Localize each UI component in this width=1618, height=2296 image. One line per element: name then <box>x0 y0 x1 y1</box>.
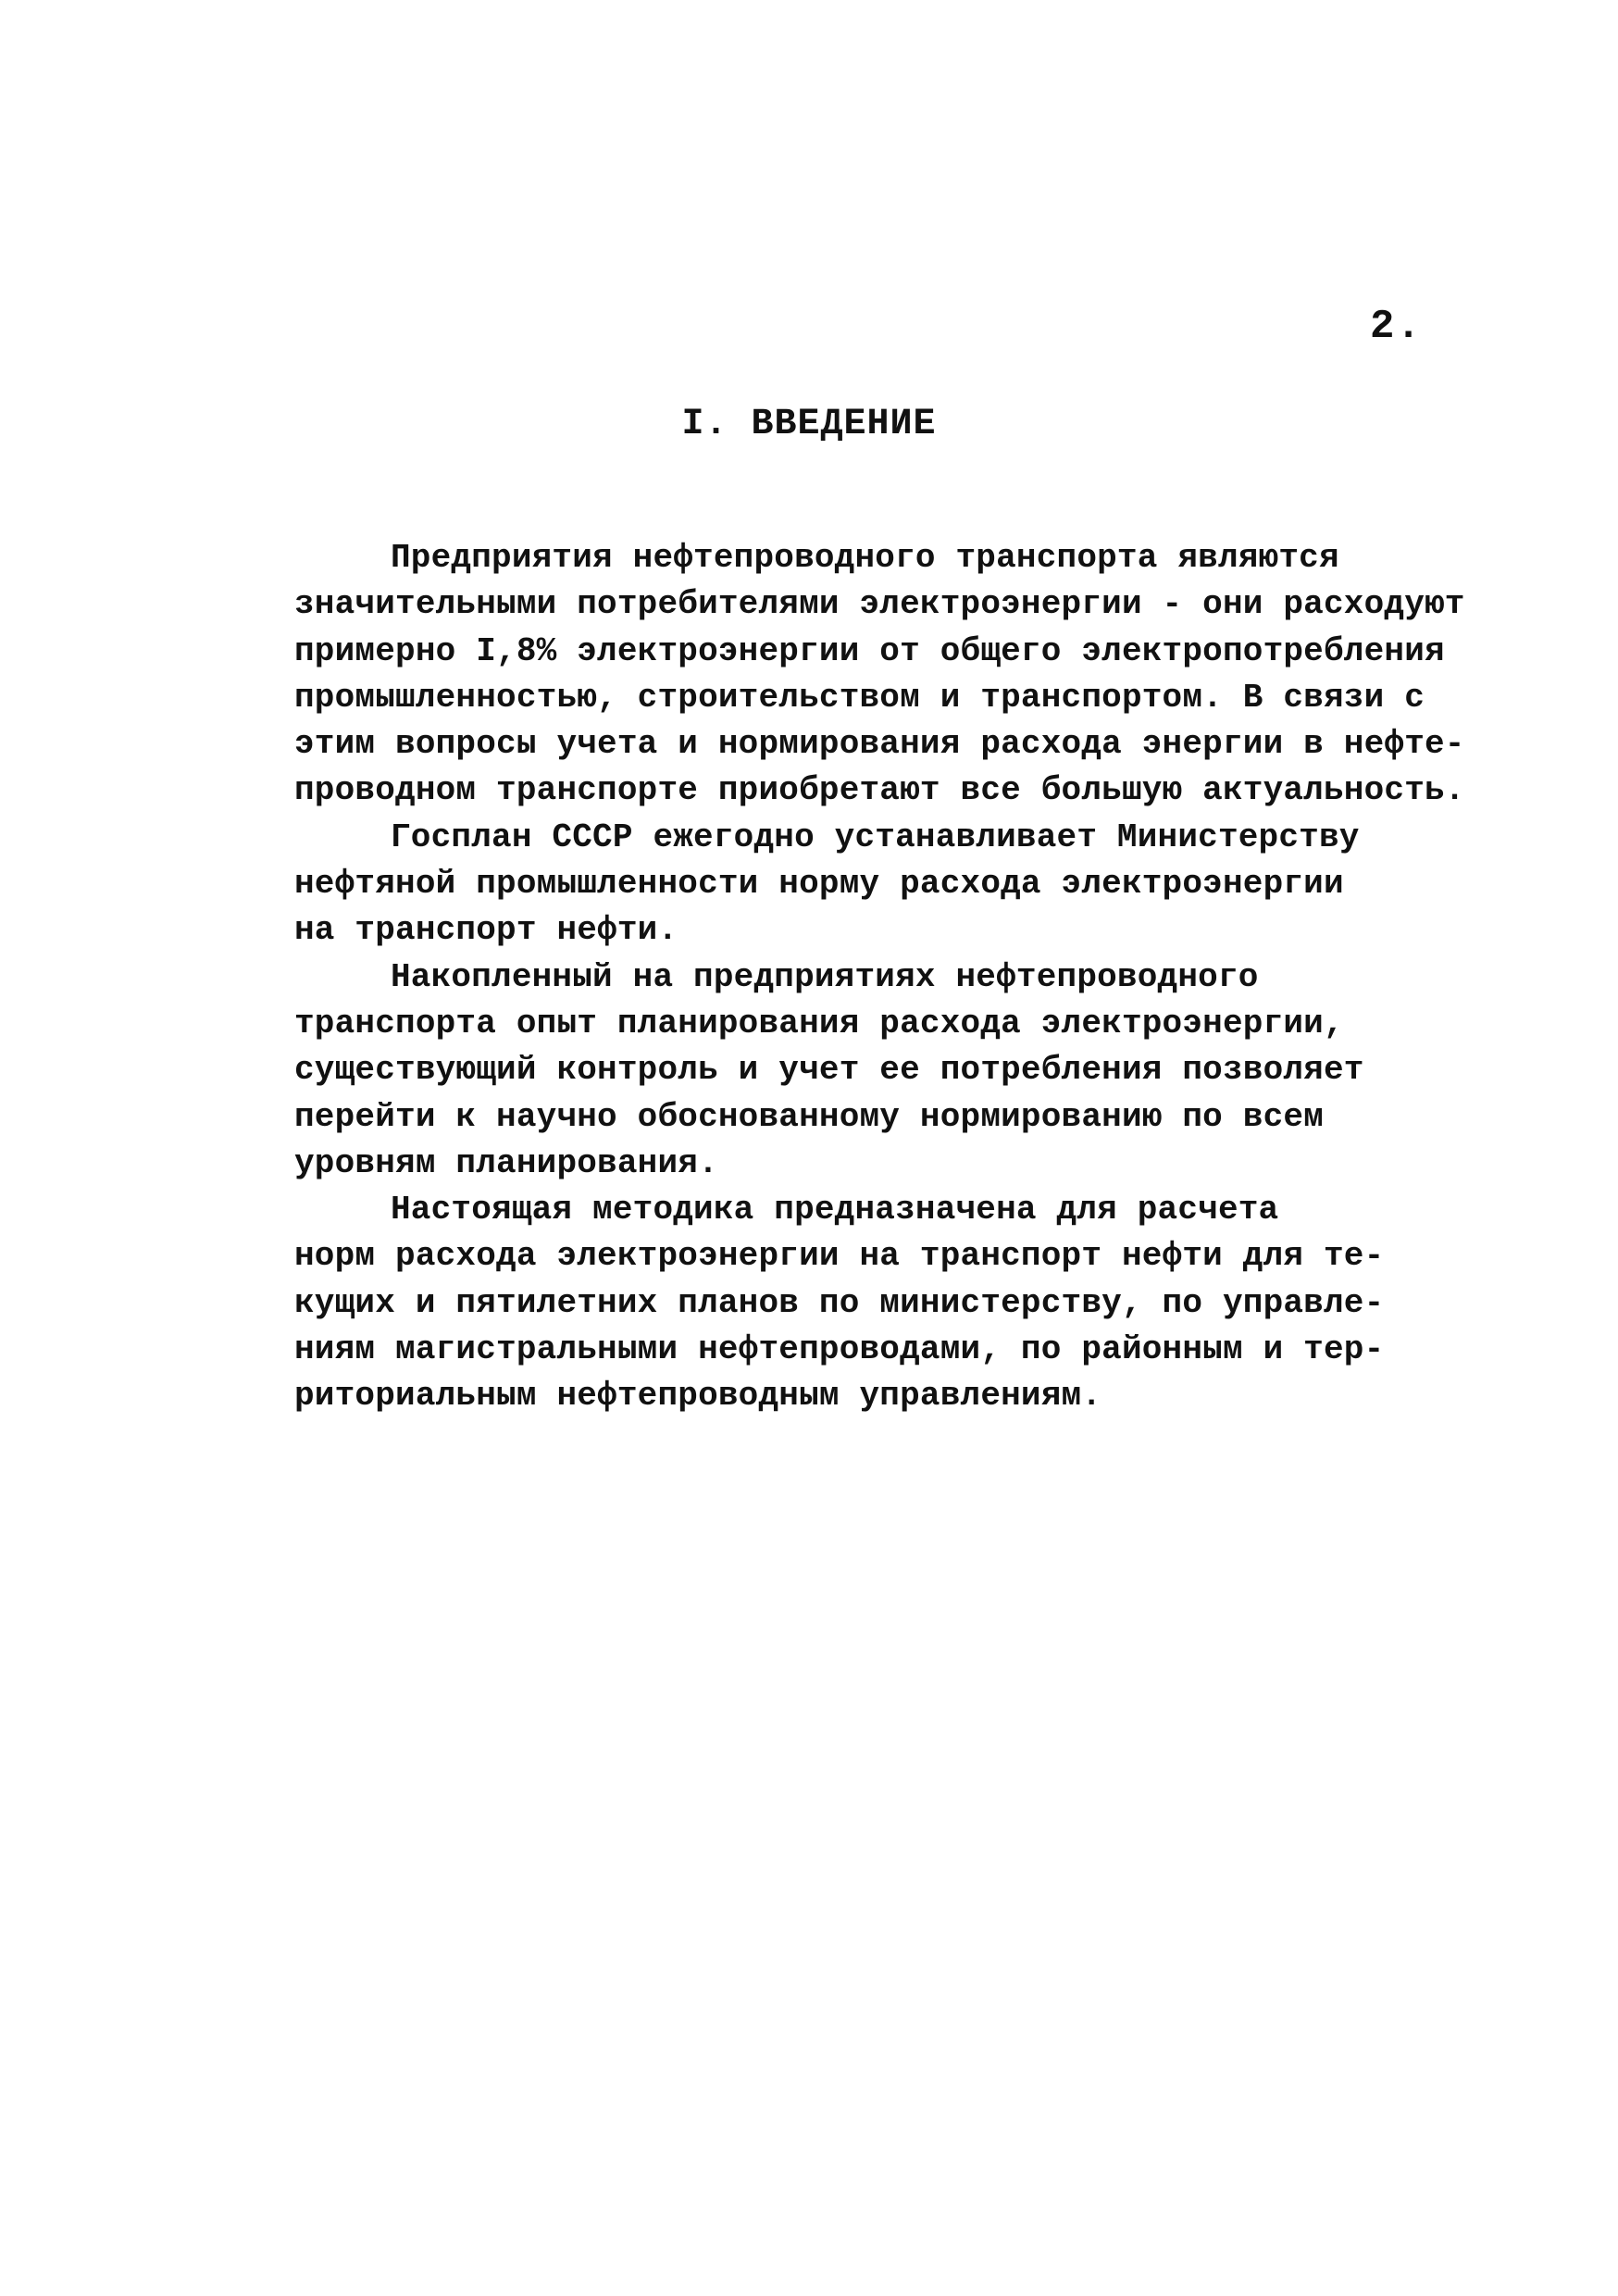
text-line: проводном транспорте приобретают все большую актуальность. <box>294 771 1465 810</box>
text-line: Госплан СССР ежегодно устанавливает Министерству <box>391 817 1360 856</box>
text-line: перейти к научно обоснованному нормированию по всем <box>294 1097 1324 1136</box>
section-heading: I. ВВЕДЕНИЕ <box>681 404 937 445</box>
text-line: этим вопросы учета и нормирования расхода энергии в нефте- <box>294 725 1465 764</box>
text-line: уровням планирования. <box>294 1143 718 1182</box>
page-number: 2. <box>1370 304 1423 350</box>
text-line: Предприятия нефтепроводного транспорта являются <box>391 539 1339 577</box>
body-text <box>294 535 1465 1420</box>
text-line: риториальным нефтепроводным управлениям. <box>294 1377 1102 1416</box>
text-line: норм расхода электроэнергии на транспорт нефти для те- <box>294 1237 1385 1276</box>
text-line: Настоящая методика предназначена для расчета <box>391 1191 1279 1229</box>
text-line: Накопленный на предприятиях нефтепроводного <box>391 957 1259 996</box>
paragraph <box>294 1187 1461 1419</box>
text-line: промышленностью, строительством и транспортом. В связи с <box>294 678 1425 717</box>
paragraph <box>294 955 1461 1187</box>
text-line: примерно I,8% электроэнергии от общего электропотребления <box>294 631 1445 670</box>
text-line: ниям магистральными нефтепроводами, по районным и тер- <box>294 1330 1385 1369</box>
paragraph <box>294 815 1461 955</box>
text-line: нефтяной промышленности норму расхода электроэнергии <box>294 865 1344 904</box>
paragraph <box>294 535 1465 815</box>
text-line: на транспорт нефти. <box>294 911 678 950</box>
text-line: кущих и пятилетних планов по министерству, по управле- <box>294 1283 1385 1322</box>
text-line: транспорта опыт планирования расхода электроэнергии, <box>294 1004 1344 1042</box>
text-line: значительными потребителями электроэнергии - они расходуют <box>294 585 1465 624</box>
text-line: существующий контроль и учет ее потребления позволяет <box>294 1051 1364 1090</box>
